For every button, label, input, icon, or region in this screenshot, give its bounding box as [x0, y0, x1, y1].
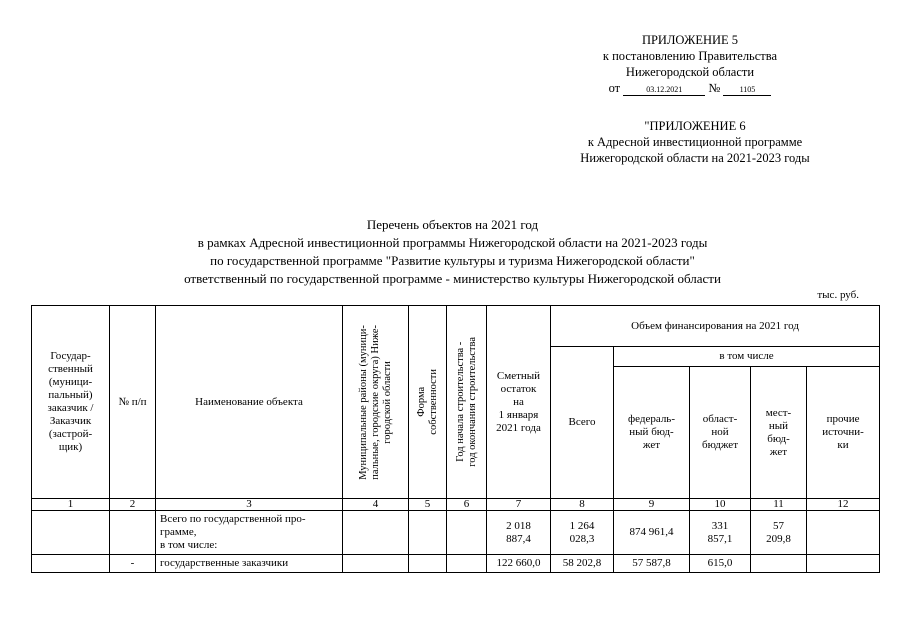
header-including: в том числе: [614, 347, 880, 367]
header-other: прочие источни- ки: [807, 367, 880, 499]
appendix-5-title: ПРИЛОЖЕНИЕ 5: [641, 33, 739, 47]
cell-customer: [32, 511, 110, 555]
column-number: 7: [487, 499, 551, 511]
column-number: 4: [343, 499, 409, 511]
column-number: 6: [447, 499, 487, 511]
cell-regional: 615,0: [690, 555, 751, 573]
title-line-3: по государственной программе "Развитие культуры и туризма Нижегородской области": [210, 253, 695, 268]
column-number: 10: [690, 499, 751, 511]
appendix-6-line-3: Нижегородской области на 2021-2023 годы: [580, 151, 810, 165]
table-row: [32, 511, 880, 555]
document-title: [0, 216, 905, 288]
cell-name: государственные заказчики: [156, 555, 343, 573]
title-line-1: Перечень объектов на 2021 год: [366, 217, 539, 232]
cell-years: [447, 511, 487, 555]
column-number: 3: [156, 499, 343, 511]
column-number: 5: [409, 499, 447, 511]
appendix-5-line-2: к постановлению Правительства: [602, 49, 778, 63]
header-estimate: Сметный остаток на 1 января 2021 года: [487, 306, 551, 499]
cell-local: [751, 555, 807, 573]
cell-estimate: 122 660,0: [487, 555, 551, 573]
header-funding: Объем финансирования на 2021 год: [551, 306, 880, 347]
header-years-cell: [447, 306, 487, 499]
resolution-number: 1105: [723, 85, 771, 96]
header-name: Наименование объекта: [156, 306, 343, 499]
cell-regional: 331 857,1: [690, 511, 751, 555]
objects-table: [31, 305, 880, 573]
header-regional: област- ной бюджет: [690, 367, 751, 499]
cell-years: [447, 555, 487, 573]
column-number: 2: [110, 499, 156, 511]
column-number: 8: [551, 499, 614, 511]
cell-federal: 57 587,8: [614, 555, 690, 573]
header-years: Год начала строительства - год окончания строительства: [454, 337, 478, 467]
cell-total: 58 202,8: [551, 555, 614, 573]
cell-ownership: [409, 511, 447, 555]
cell-municipality: [343, 555, 409, 573]
column-number-row: [32, 499, 880, 511]
number-sign: №: [708, 81, 721, 95]
column-number: 9: [614, 499, 690, 511]
title-line-2: в рамках Адресной инвестиционной программы Нижегородской области на 2021-2023 годы: [197, 235, 708, 250]
appendix-5-date-line: [560, 80, 820, 96]
cell-local: 57 209,8: [751, 511, 807, 555]
title-line-4: ответственный по государственной программе - министерство культуры Нижегородской области: [184, 271, 721, 286]
cell-other: [807, 555, 880, 573]
column-number: 11: [751, 499, 807, 511]
cell-ownership: [409, 555, 447, 573]
cell-name: Всего по государственной про- грамме, в том числе:: [156, 511, 343, 555]
date-prefix: от: [608, 81, 621, 95]
column-number: 1: [32, 499, 110, 511]
appendix-6-block: [540, 118, 850, 166]
cell-customer: [32, 555, 110, 573]
cell-estimate: 2 018 887,4: [487, 511, 551, 555]
header-customer: Государ- ственный (муници- пальный) заказчик / Заказчик (застрой- щик): [32, 306, 110, 499]
header-ownership: Форма собственности: [415, 369, 439, 435]
header-local: мест- ный бюд- жет: [751, 367, 807, 499]
resolution-date: 03.12.2021: [623, 85, 705, 96]
appendix-6-line-2: к Адресной инвестиционной программе: [587, 135, 803, 149]
column-number: 12: [807, 499, 880, 511]
header-total: Всего: [551, 347, 614, 499]
header-ownership-cell: [409, 306, 447, 499]
header-federal: федераль- ный бюд- жет: [614, 367, 690, 499]
appendix-5-line-3: Нижегородской области: [625, 65, 755, 79]
cell-other: [807, 511, 880, 555]
header-num: № п/п: [110, 306, 156, 499]
header-municipality-cell: [343, 306, 409, 499]
appendix-6-title: "ПРИЛОЖЕНИЕ 6: [644, 119, 746, 133]
units-label: тыс. руб.: [817, 289, 859, 301]
cell-federal: 874 961,4: [614, 511, 690, 555]
table-row: [32, 555, 880, 573]
cell-municipality: [343, 511, 409, 555]
cell-num: -: [110, 555, 156, 573]
appendix-5-block: [560, 32, 820, 96]
header-municipality: Муниципальные районы (муници- пальные, городские округа) Ниже- городской области: [357, 324, 393, 480]
cell-total: 1 264 028,3: [551, 511, 614, 555]
cell-num: [110, 511, 156, 555]
header-row-1: [32, 306, 880, 347]
